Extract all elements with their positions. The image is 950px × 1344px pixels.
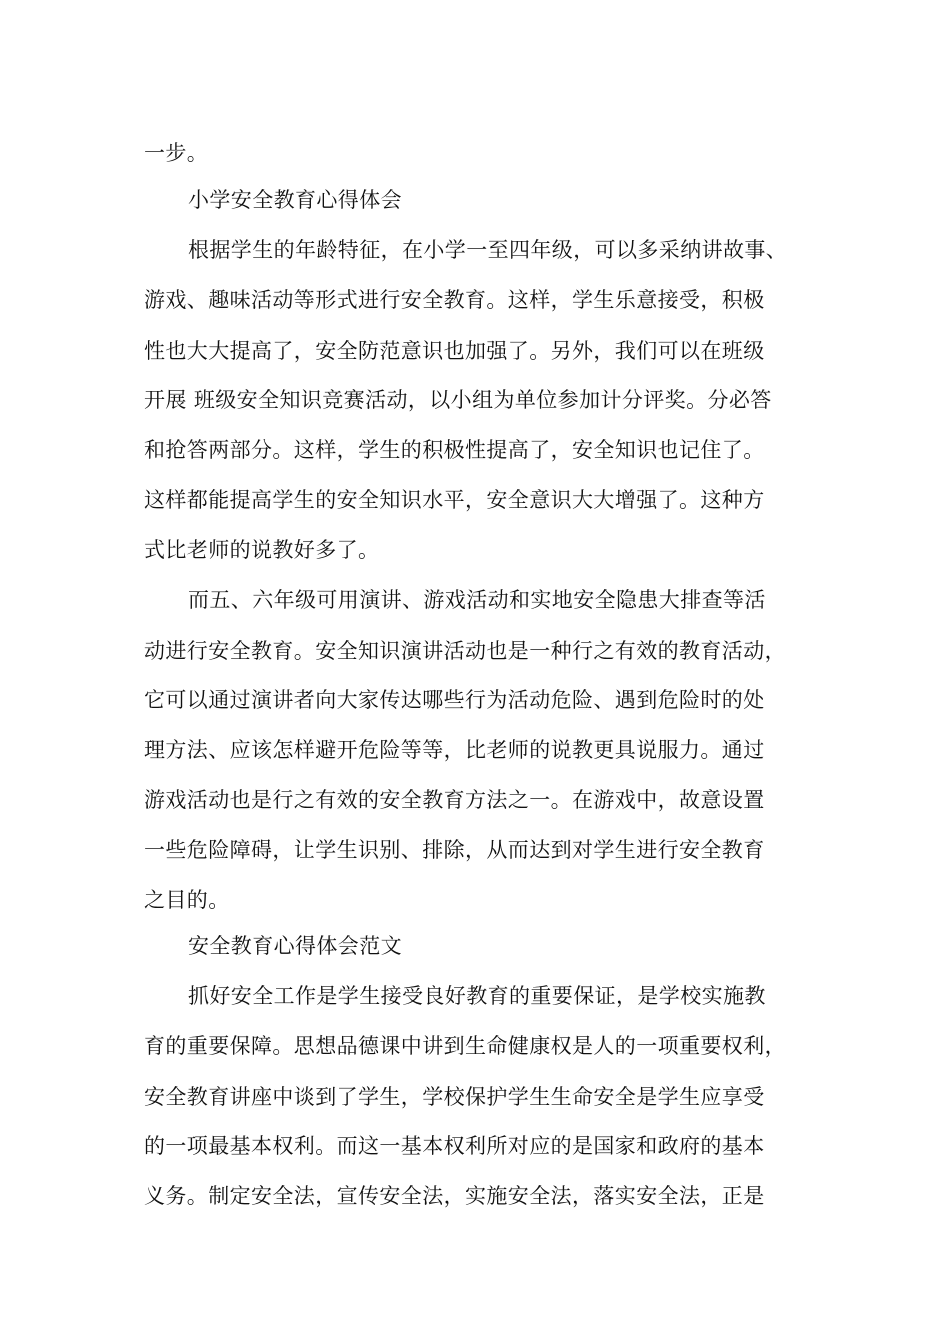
text-line: 根据学生的年龄特征，在小学一至四年级，可以多采纳讲故事、: [188, 238, 788, 262]
section-heading: 小学安全教育心得体会: [188, 188, 402, 212]
text-line: 这样都能提高学生的安全知识水平，安全意识大大增强了。这种方: [144, 488, 765, 512]
text-line: 游戏、趣味活动等形式进行安全教育。这样，学生乐意接受，积极: [144, 288, 765, 312]
text-line: 式比老师的说教好多了。: [144, 538, 380, 562]
text-line: 游戏活动也是行之有效的安全教育方法之一。在游戏中，故意设置: [144, 788, 765, 812]
text-line: 而五、六年级可用演讲、游戏活动和实地安全隐患大排查等活: [188, 588, 766, 612]
text-line: 的一项最基本权利。而这一基本权利所对应的是国家和政府的基本: [144, 1134, 765, 1158]
text-line: 抓好安全工作是学生接受良好教育的重要保证，是学校实施教: [188, 984, 766, 1008]
text-line: 和抢答两部分。这样，学生的积极性提高了，安全知识也记住了。: [144, 438, 765, 462]
section-heading: 安全教育心得体会范文: [188, 934, 402, 958]
text-line: 义务。制定安全法，宣传安全法，实施安全法，落实安全法，正是: [144, 1184, 765, 1208]
text-line: 性也大大提高了，安全防范意识也加强了。另外，我们可以在班级: [144, 339, 765, 363]
text-line: 安全教育讲座中谈到了学生，学校保护学生生命安全是学生应享受: [144, 1085, 765, 1109]
text-line: 之目的。: [144, 888, 230, 912]
text-line: 一步。: [144, 141, 209, 165]
text-line: 它可以通过演讲者向大家传达哪些行为活动危险、遇到危险时的处: [144, 688, 765, 712]
text-line: 育的重要保障。思想品德课中讲到生命健康权是人的一项重要权利，: [144, 1034, 786, 1058]
text-line: 一些危险障碍，让学生识别、排除，从而达到对学生进行安全教育: [144, 838, 765, 862]
text-line: 开展 班级安全知识竞赛活动，以小组为单位参加计分评奖。分必答: [144, 388, 772, 412]
text-line: 理方法、应该怎样避开危险等等，比老师的说教更具说服力。通过: [144, 738, 765, 762]
text-line: 动进行安全教育。安全知识演讲活动也是一种行之有效的教育活动，: [144, 639, 786, 663]
